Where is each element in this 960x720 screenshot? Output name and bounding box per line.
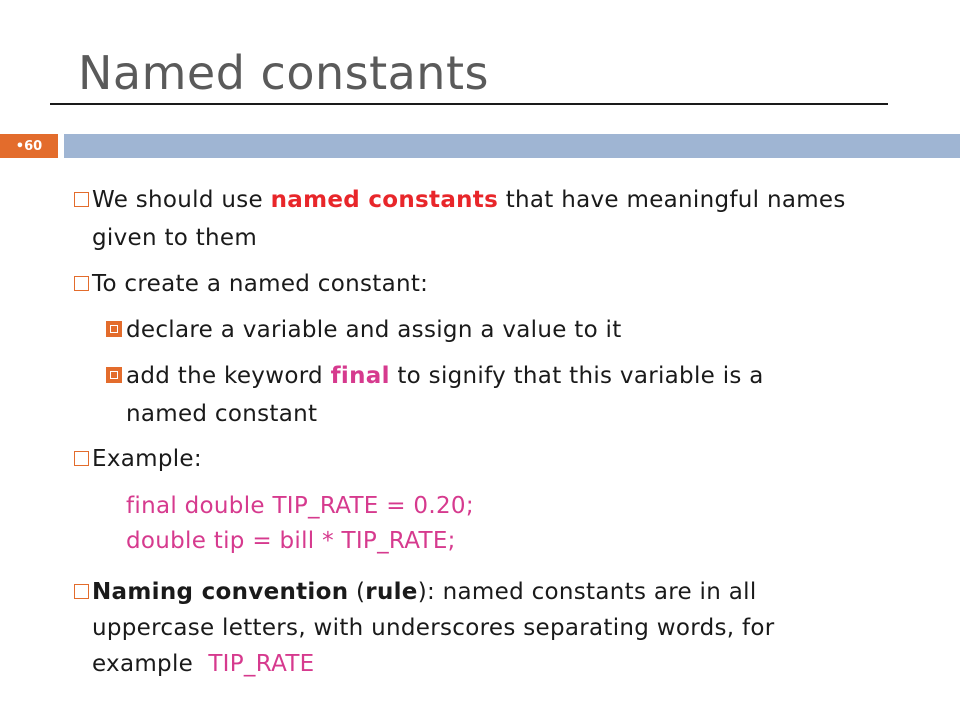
bullet-4-example-pre: example: [92, 651, 209, 677]
slide-title: Named constants: [78, 46, 489, 100]
rule-label: rule: [365, 579, 418, 605]
sub-bullet-2-text-pre: add the keyword: [126, 363, 331, 389]
sub-bullet-2-line-2: named constant: [126, 401, 318, 427]
sub-bullet-2-text-post: to signify that this variable is a: [389, 363, 764, 389]
bullet-square-icon: [74, 192, 89, 207]
bullet-2-line: To create a named constant:: [92, 271, 429, 297]
code-line-1: final double TIP_RATE = 0.20;: [126, 493, 474, 519]
bullet-square-icon: [74, 584, 89, 599]
sub-bullet-icon: [106, 321, 122, 337]
bullet-1-line-2: given to them: [92, 225, 258, 251]
tip-rate-example: TIP_RATE: [208, 651, 315, 677]
final-keyword: final: [330, 363, 390, 389]
paren-open: (: [348, 579, 366, 605]
bullet-square-icon: [74, 451, 89, 466]
bullet-1-text-post: that have meaningful names: [498, 187, 846, 213]
bullet-4-text-rest: ): named constants are in all: [417, 579, 757, 605]
slide-number-badge: •60: [0, 134, 58, 158]
bullet-4-line-1: [92, 576, 757, 608]
sub-bullet-icon: [106, 367, 122, 383]
sub-bullet-1-line: declare a variable and assign a value to it: [126, 317, 622, 343]
naming-convention-label: Naming convention: [92, 579, 349, 605]
bullet-3-line: Example:: [92, 446, 202, 472]
bullet-square-icon: [74, 276, 89, 291]
sub-bullet-2-line-1: [126, 360, 764, 392]
bullet-1-line-1: [92, 184, 846, 216]
bullet-1-text-pre: We should use: [92, 187, 271, 213]
code-line-2: double tip = bill * TIP_RATE;: [126, 528, 456, 554]
bullet-4-line-2: uppercase letters, with underscores separating words, for: [92, 615, 775, 641]
bullet-4-line-3: [92, 648, 315, 680]
bullet-1-highlight: named constants: [270, 187, 499, 213]
